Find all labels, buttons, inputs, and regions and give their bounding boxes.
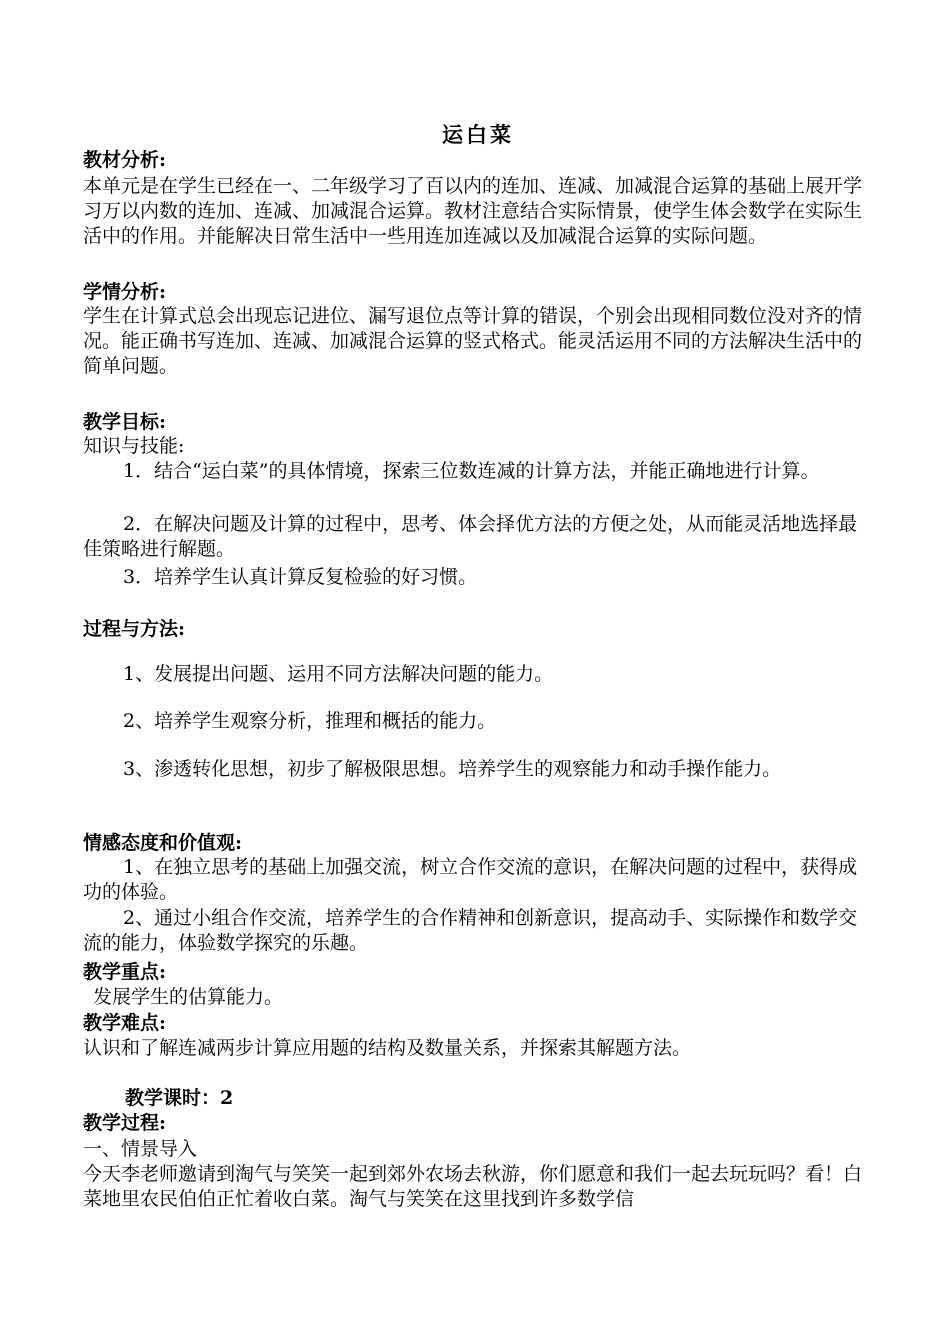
difficulty-heading: 教学难点:	[83, 1012, 167, 1034]
knowledge-item-3: 3．培养学生认真计算反复检验的好习惯。	[123, 566, 478, 588]
procedure-heading: 教学过程:	[83, 1112, 167, 1134]
key-point-heading: 教学重点:	[83, 961, 167, 983]
step-1-text: 今天李老师邀请到淘气与笑笑一起到郊外农场去秋游，你们愿意和我们一起去玩玩吗？看！白菜地里农民伯伯正忙着收白菜。淘气与笑笑在这里找到许多数学信	[83, 1163, 863, 1210]
process-heading: 过程与方法:	[83, 618, 186, 640]
step-1-label: 一、情景导入	[83, 1138, 198, 1160]
attitude-heading: 情感态度和价值观:	[83, 832, 243, 854]
key-point-text: 发展学生的估算能力。	[93, 986, 284, 1008]
attitude-item-1: 1、在独立思考的基础上加强交流，树立合作交流的意识，在解决问题的过程中，获得成功的体验。	[83, 856, 858, 903]
document-title: 运白菜	[442, 122, 514, 147]
knowledge-item-2: 2．在解决问题及计算的过程中，思考、体会择优方法的方便之处，从而能灵活地选择最佳策略进行解题。	[83, 513, 858, 560]
goals-heading: 教学目标:	[83, 411, 167, 433]
material-heading: 教材分析:	[83, 149, 167, 171]
material-text: 本单元是在学生已经在一、二年级学习了百以内的连加、连减、加减混合运算的基础上展开学习万以内数的连加、连减、加减混合运算。教材注意结合实际情景，使学生体会数学在实际生活中的作用。并能解决日常生活中一些用连加连减以及加减混合运算的实际问题。	[83, 175, 863, 247]
learner-text: 学生在计算式总会出现忘记进位、漏写退位点等计算的错误，个别会出现相同数位没对齐的情况。能正确书写连加、连减、加减混合运算的竖式格式。能灵活运用不同的方法解决生活中的简单问题。	[83, 305, 863, 377]
difficulty-text: 认识和了解连减两步计算应用题的结构及数量关系，并探索其解题方法。	[83, 1037, 692, 1059]
process-item-3: 3、渗透转化思想，初步了解极限思想。培养学生的观察能力和动手操作能力。	[123, 758, 782, 780]
process-item-1: 1、发展提出问题、运用不同方法解决问题的能力。	[123, 663, 554, 685]
attitude-item-2: 2、通过小组合作交流，培养学生的合作精神和创新意识，提高动手、实际操作和数学交流的能力，体验数学探究的乐趣。	[83, 907, 858, 954]
knowledge-item-1: 1．结合“运白菜”的具体情境，探索三位数连减的计算方法，并能正确地进行计算。	[123, 460, 820, 482]
process-item-2: 2、培养学生观察分析，推理和概括的能力。	[123, 710, 497, 732]
knowledge-label: 知识与技能:	[83, 435, 185, 457]
learner-heading: 学情分析:	[83, 281, 167, 303]
lesson-hours: 教学课时：2	[125, 1087, 234, 1109]
